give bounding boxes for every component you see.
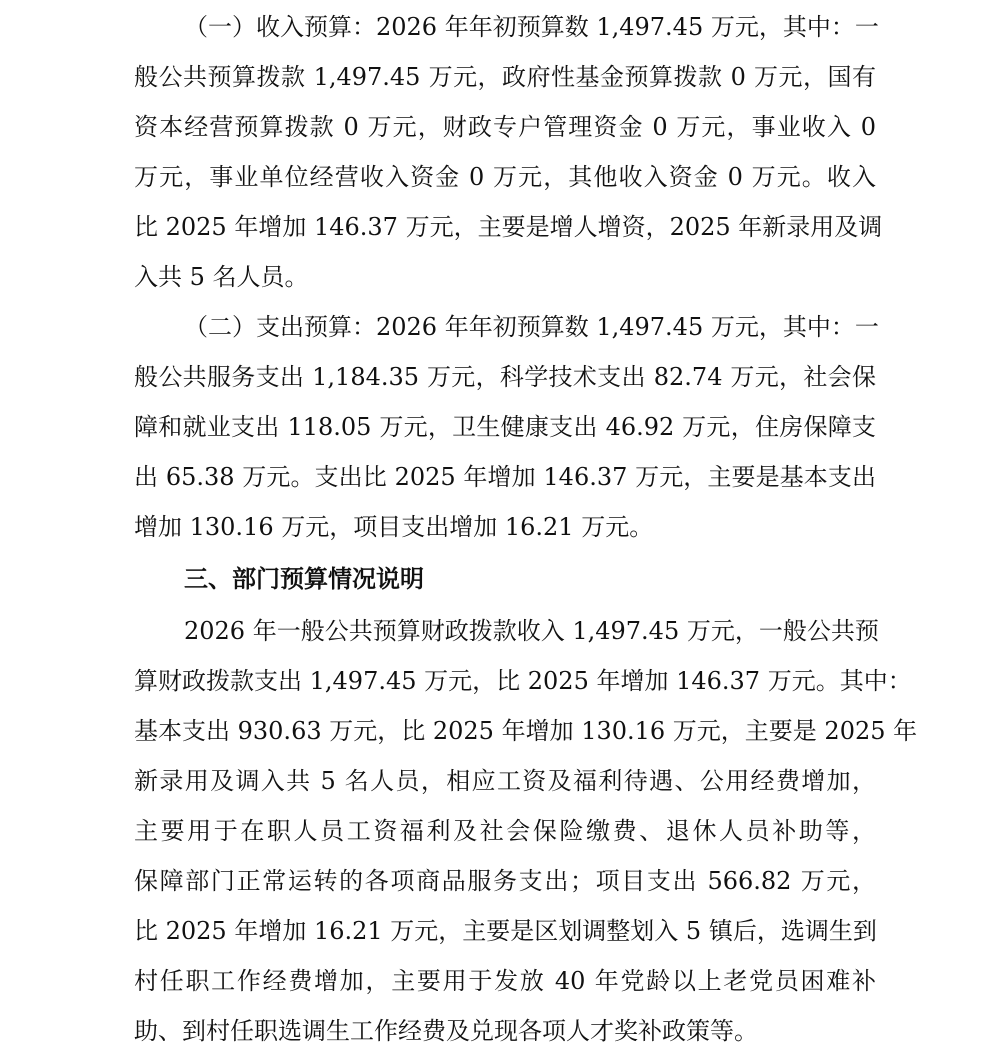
expenditure-paragraph-line: 障和就业支出 118.05 万元，卫生健康支出 46.92 万元，住房保障支 [134, 413, 876, 441]
budget-explanation-line: 算财政拨款支出 1,497.45 万元，比 2025 年增加 146.37 万元。其中： [134, 667, 912, 695]
budget-explanation-line: 2026 年一般公共预算财政拨款收入 1,497.45 万元，一般公共预 [184, 617, 879, 645]
budget-explanation-line: 助、到村任职选调生工作经费及兑现各项人才奖补政策等。 [134, 1017, 758, 1045]
budget-explanation-line: 保障部门正常运转的各项商品服务支出；项目支出 566.82 万元， [134, 867, 876, 895]
income-paragraph-line: 般公共预算拨款 1,497.45 万元，政府性基金预算拨款 0 万元，国有 [134, 63, 876, 91]
budget-explanation-line: 村任职工作经费增加，主要用于发放 40 年党龄以上老党员困难补 [134, 967, 876, 995]
budget-explanation-line: 基本支出 930.63 万元，比 2025 年增加 130.16 万元，主要是 2025 年 [134, 717, 918, 745]
expenditure-paragraph-line: 增加 130.16 万元，项目支出增加 16.21 万元。 [134, 513, 654, 541]
expenditure-paragraph-line: 出 65.38 万元。支出比 2025 年增加 146.37 万元，主要是基本支出 [134, 463, 876, 491]
income-paragraph-line: 比 2025 年增加 146.37 万元，主要是增人增资，2025 年新录用及调 [134, 213, 883, 241]
income-paragraph-line: 入共 5 名人员。 [134, 263, 309, 291]
expenditure-paragraph-line: 般公共服务支出 1,184.35 万元，科学技术支出 82.74 万元，社会保 [134, 363, 876, 391]
expenditure-paragraph-line: （二）支出预算：2026 年年初预算数 1,497.45 万元，其中：一 [184, 313, 879, 341]
section-heading: 三、部门预算情况说明 [184, 565, 424, 593]
budget-explanation-line: 新录用及调入共 5 名人员，相应工资及福利待遇、公用经费增加， [134, 767, 876, 795]
budget-explanation-line: 比 2025 年增加 16.21 万元，主要是区划调整划入 5 镇后，选调生到 [134, 917, 877, 945]
income-paragraph-line: （一）收入预算：2026 年年初预算数 1,497.45 万元，其中：一 [184, 13, 879, 41]
income-paragraph-line: 万元，事业单位经营收入资金 0 万元，其他收入资金 0 万元。收入 [134, 163, 876, 191]
budget-explanation-line: 主要用于在职人员工资福利及社会保险缴费、退休人员补助等， [134, 817, 876, 845]
income-paragraph-line: 资本经营预算拨款 0 万元，财政专户管理资金 0 万元，事业收入 0 [134, 113, 876, 141]
